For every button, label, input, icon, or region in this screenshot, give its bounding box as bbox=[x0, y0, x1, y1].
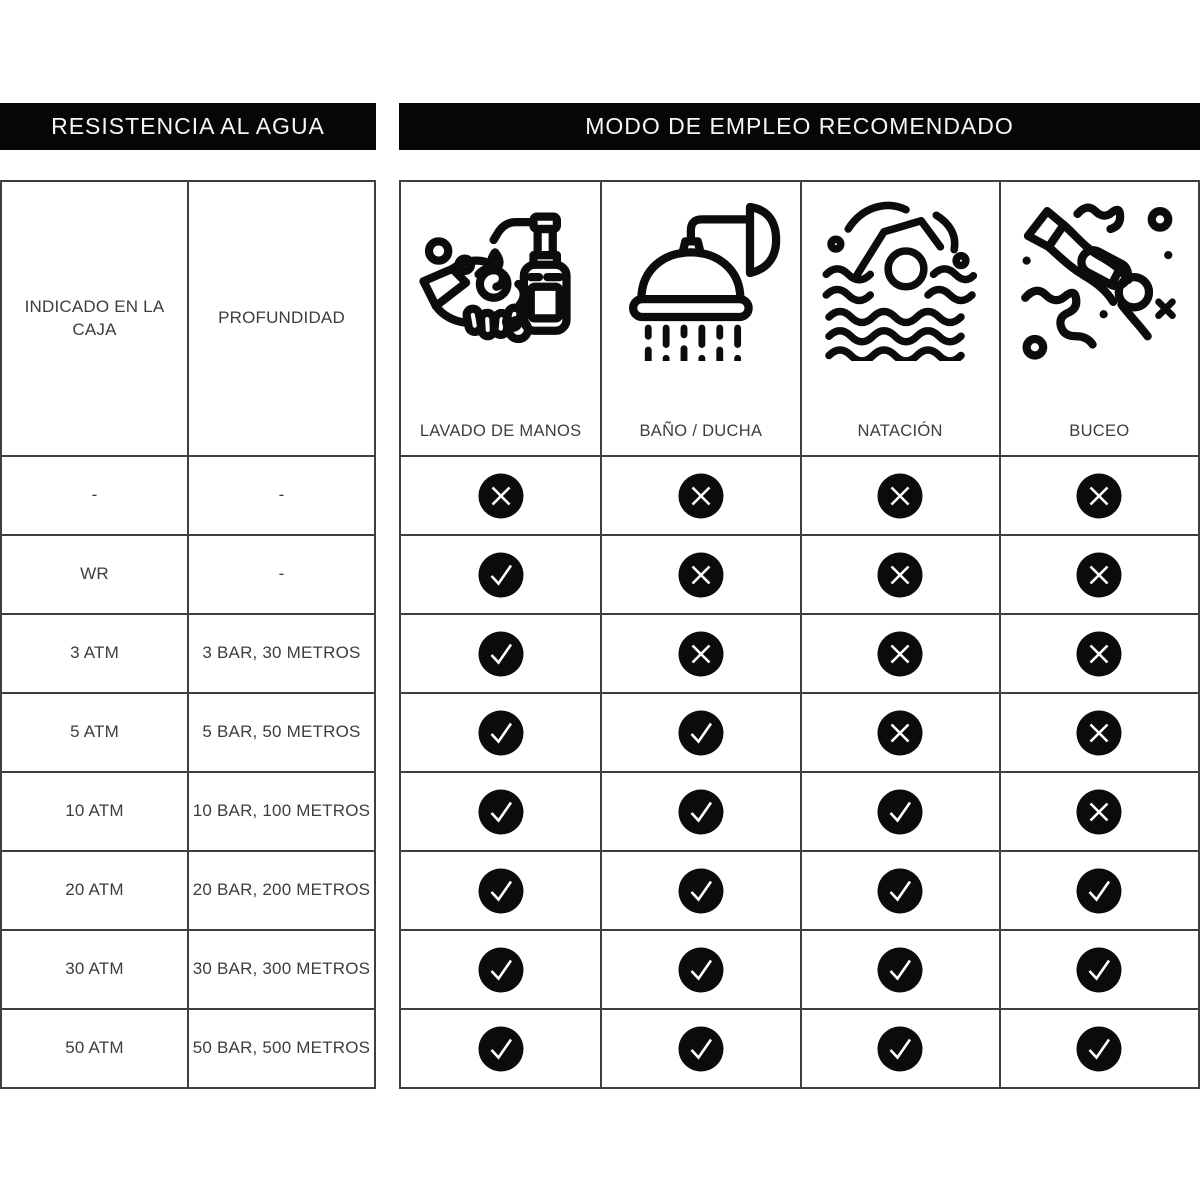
profundidad-value-cell: - bbox=[187, 534, 374, 613]
recommendation-cell bbox=[600, 534, 799, 613]
profundidad-value-cell: 20 BAR, 200 METROS bbox=[187, 850, 374, 929]
check-icon bbox=[678, 947, 724, 993]
cross-icon bbox=[877, 710, 923, 756]
recommendation-cell bbox=[999, 771, 1198, 850]
recommendation-cell bbox=[401, 1008, 600, 1087]
cross-icon bbox=[1076, 789, 1122, 835]
recommendation-cell bbox=[401, 613, 600, 692]
resistance-column-header: INDICADO EN LA CAJA bbox=[24, 296, 165, 339]
cross-icon bbox=[478, 473, 524, 519]
resistance-table bbox=[0, 180, 376, 1089]
right-header-title: MODO DE EMPLEO RECOMENDADO bbox=[585, 113, 1014, 139]
check-icon bbox=[478, 789, 524, 835]
check-icon bbox=[478, 631, 524, 677]
recommendation-cell bbox=[600, 455, 799, 534]
activity-header-handwash bbox=[401, 182, 600, 455]
activity-header-diving bbox=[999, 182, 1198, 455]
recommendation-cell bbox=[401, 850, 600, 929]
cross-icon bbox=[678, 552, 724, 598]
resistance-column-header: PROFUNDIDAD bbox=[187, 182, 374, 455]
recommendation-cell bbox=[800, 771, 999, 850]
cross-icon bbox=[877, 473, 923, 519]
caja-value-cell: 20 ATM bbox=[2, 850, 187, 929]
profundidad-value-cell: 5 BAR, 50 METROS bbox=[187, 692, 374, 771]
recommendation-cell bbox=[800, 1008, 999, 1087]
recommendation-cell bbox=[401, 692, 600, 771]
caja-value-cell: 10 ATM bbox=[2, 771, 187, 850]
profundidad-value-cell: 50 BAR, 500 METROS bbox=[187, 1008, 374, 1087]
caja-value-cell: 5 ATM bbox=[2, 692, 187, 771]
recommendation-cell bbox=[401, 455, 600, 534]
check-icon bbox=[478, 710, 524, 756]
caja-value-cell: 50 ATM bbox=[2, 1008, 187, 1087]
handwash-icon bbox=[418, 196, 583, 361]
check-icon bbox=[1076, 1026, 1122, 1072]
caja-value-cell: 3 ATM bbox=[2, 613, 187, 692]
recommendation-cell bbox=[401, 929, 600, 1008]
cross-icon bbox=[877, 631, 923, 677]
check-icon bbox=[1076, 947, 1122, 993]
left-header-bar bbox=[0, 103, 376, 150]
recommendation-cell bbox=[800, 929, 999, 1008]
activity-label: NATACIÓN bbox=[857, 421, 943, 440]
check-icon bbox=[877, 789, 923, 835]
profundidad-value-cell: - bbox=[187, 455, 374, 534]
recommendation-cell bbox=[800, 455, 999, 534]
recommendation-cell bbox=[600, 692, 799, 771]
check-icon bbox=[478, 1026, 524, 1072]
usage-table bbox=[399, 180, 1200, 1089]
recommendation-cell bbox=[800, 850, 999, 929]
activity-label: LAVADO DE MANOS bbox=[419, 421, 582, 440]
recommendation-cell bbox=[600, 613, 799, 692]
cross-icon bbox=[877, 552, 923, 598]
recommendation-cell bbox=[999, 692, 1198, 771]
recommendation-cell bbox=[600, 850, 799, 929]
check-icon bbox=[478, 947, 524, 993]
recommendation-cell bbox=[600, 929, 799, 1008]
shower-icon bbox=[618, 196, 783, 361]
profundidad-value-cell: 30 BAR, 300 METROS bbox=[187, 929, 374, 1008]
activity-header-swimming bbox=[800, 182, 999, 455]
profundidad-value-cell: 10 BAR, 100 METROS bbox=[187, 771, 374, 850]
check-icon bbox=[678, 789, 724, 835]
check-icon bbox=[478, 868, 524, 914]
profundidad-value-cell: 3 BAR, 30 METROS bbox=[187, 613, 374, 692]
recommendation-cell bbox=[600, 771, 799, 850]
check-icon bbox=[877, 1026, 923, 1072]
check-icon bbox=[678, 868, 724, 914]
recommendation-cell bbox=[401, 771, 600, 850]
swimming-icon bbox=[818, 196, 983, 361]
cross-icon bbox=[1076, 631, 1122, 677]
diving-icon bbox=[1017, 196, 1182, 361]
cross-icon bbox=[1076, 710, 1122, 756]
cross-icon bbox=[1076, 473, 1122, 519]
recommendation-cell bbox=[800, 692, 999, 771]
recommendation-cell bbox=[401, 534, 600, 613]
recommendation-cell bbox=[600, 1008, 799, 1087]
cross-icon bbox=[678, 631, 724, 677]
activity-label: BAÑO / DUCHA bbox=[639, 421, 763, 440]
recommendation-cell bbox=[800, 613, 999, 692]
recommendation-cell bbox=[999, 850, 1198, 929]
check-icon bbox=[478, 552, 524, 598]
caja-value-cell: WR bbox=[2, 534, 187, 613]
check-icon bbox=[877, 947, 923, 993]
check-icon bbox=[678, 710, 724, 756]
recommendation-cell bbox=[999, 929, 1198, 1008]
cross-icon bbox=[1076, 552, 1122, 598]
recommendation-cell bbox=[999, 534, 1198, 613]
activity-header-shower bbox=[600, 182, 799, 455]
right-header-bar bbox=[399, 103, 1200, 150]
caja-value-cell: 30 ATM bbox=[2, 929, 187, 1008]
check-icon bbox=[877, 868, 923, 914]
cross-icon bbox=[678, 473, 724, 519]
check-icon bbox=[678, 1026, 724, 1072]
left-header-title: RESISTENCIA AL AGUA bbox=[51, 113, 325, 139]
recommendation-cell bbox=[999, 613, 1198, 692]
check-icon bbox=[1076, 868, 1122, 914]
recommendation-cell bbox=[800, 534, 999, 613]
recommendation-cell bbox=[999, 455, 1198, 534]
caja-value-cell: - bbox=[2, 455, 187, 534]
activity-label: BUCEO bbox=[1069, 421, 1130, 440]
recommendation-cell bbox=[999, 1008, 1198, 1087]
